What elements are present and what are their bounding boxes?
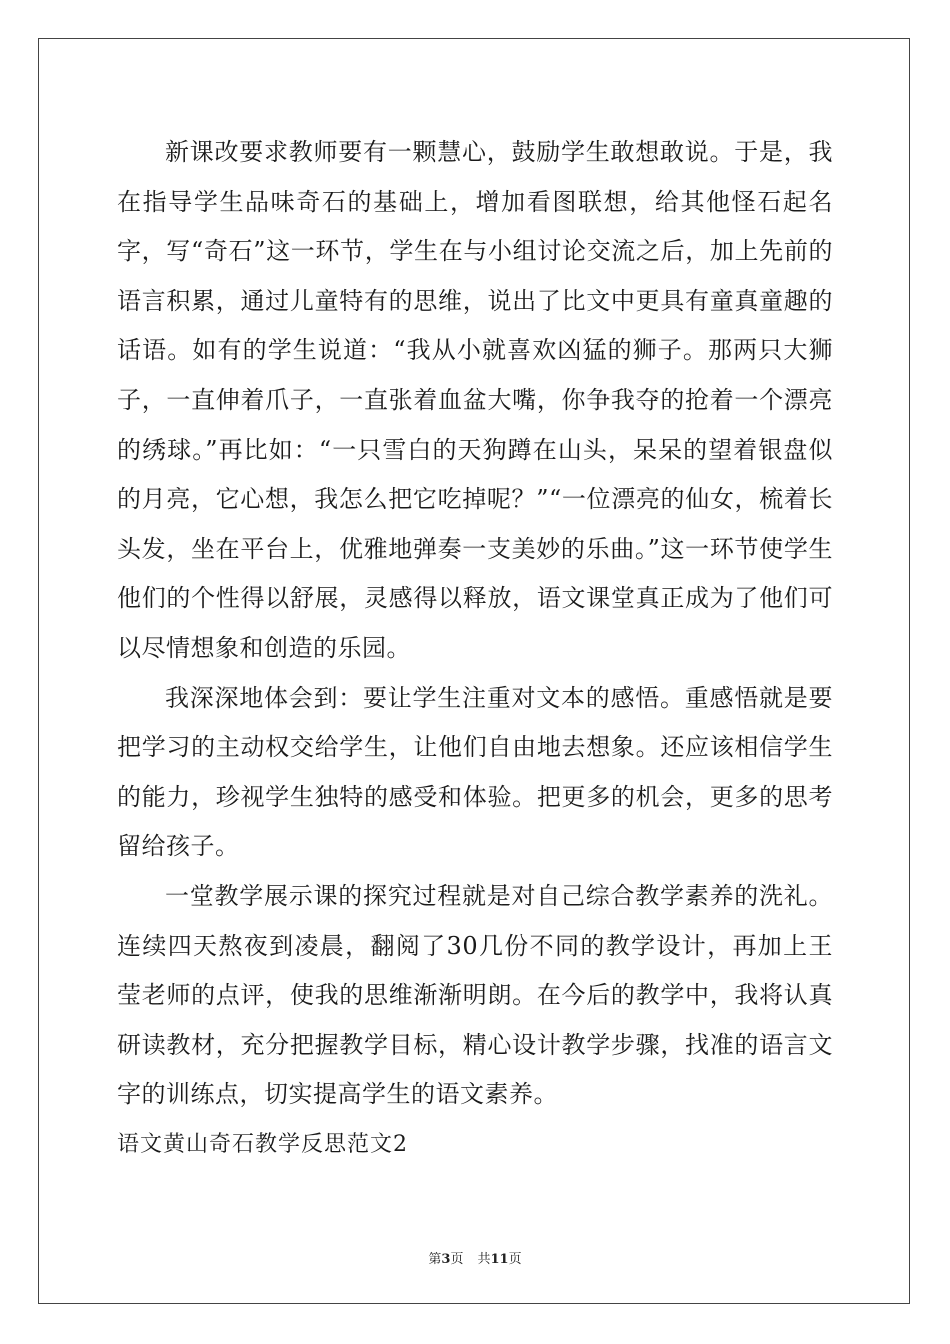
paragraph-1: 新课改要求教师要有一颗慧心，鼓励学生敢想敢说。于是，我在指导学生品味奇石的基础上，增加看图联想，给其他怪石起名字，写“奇石”这一环节，学生在与小组讨论交流之后，加上先前的语言积累，通过儿童特有的思维，说出了比文中更具有童真童趣的话语。如有的学生说道：“我从小就喜欢凶猛的狮子。那两只大狮子，一直伸着爪子，一直张着血盆大嘴，你争我夺的抢着一个漂亮的绣球。”再比如：“一只雪白的天狗蹲在山头，呆呆的望着银盘似的月亮，它心想，我怎么把它吃掉呢？”“一位漂亮的仙女，梳着长头发，坐在平台上，优雅地弹奏一支美妙的乐曲。”这一环节使学生他们的个性得以舒展，灵感得以释放，语文课堂真正成为了他们可以尽情想象和创造的乐园。 bbox=[117, 138, 833, 662]
page-footer bbox=[0, 1248, 950, 1267]
page-prefix: 第 bbox=[428, 1252, 442, 1267]
paragraph-3: 一堂教学展示课的探究过程就是对自己综合教学素养的洗礼。连续四天熬夜到凌晨，翻阅了30几份不同的教学设计，再加上王莹老师的点评，使我的思维渐渐明朗。在今后的教学中，我将认真研读教材，充分把握教学目标，精心设计教学步骤，找准的语言文字的训练点，切实提高学生的语文素养。 bbox=[117, 881, 833, 1109]
section-heading: 语文黄山奇石教学反思范文2 bbox=[117, 1131, 408, 1157]
paragraph-2: 我深深地体会到：要让学生注重对文本的感悟。重感悟就是要把学习的主动权交给学生，让他们自由地去想象。还应该相信学生的能力，珍视学生独特的感受和体验。把更多的机会，更多的思考留给孩子。 bbox=[117, 683, 833, 861]
page-total: 11 bbox=[490, 1252, 509, 1267]
page-current: 3 bbox=[441, 1252, 451, 1267]
total-prefix: 共 bbox=[477, 1252, 491, 1267]
total-unit: 页 bbox=[508, 1252, 522, 1267]
document-body bbox=[117, 128, 833, 1169]
page-unit: 页 bbox=[450, 1252, 464, 1267]
